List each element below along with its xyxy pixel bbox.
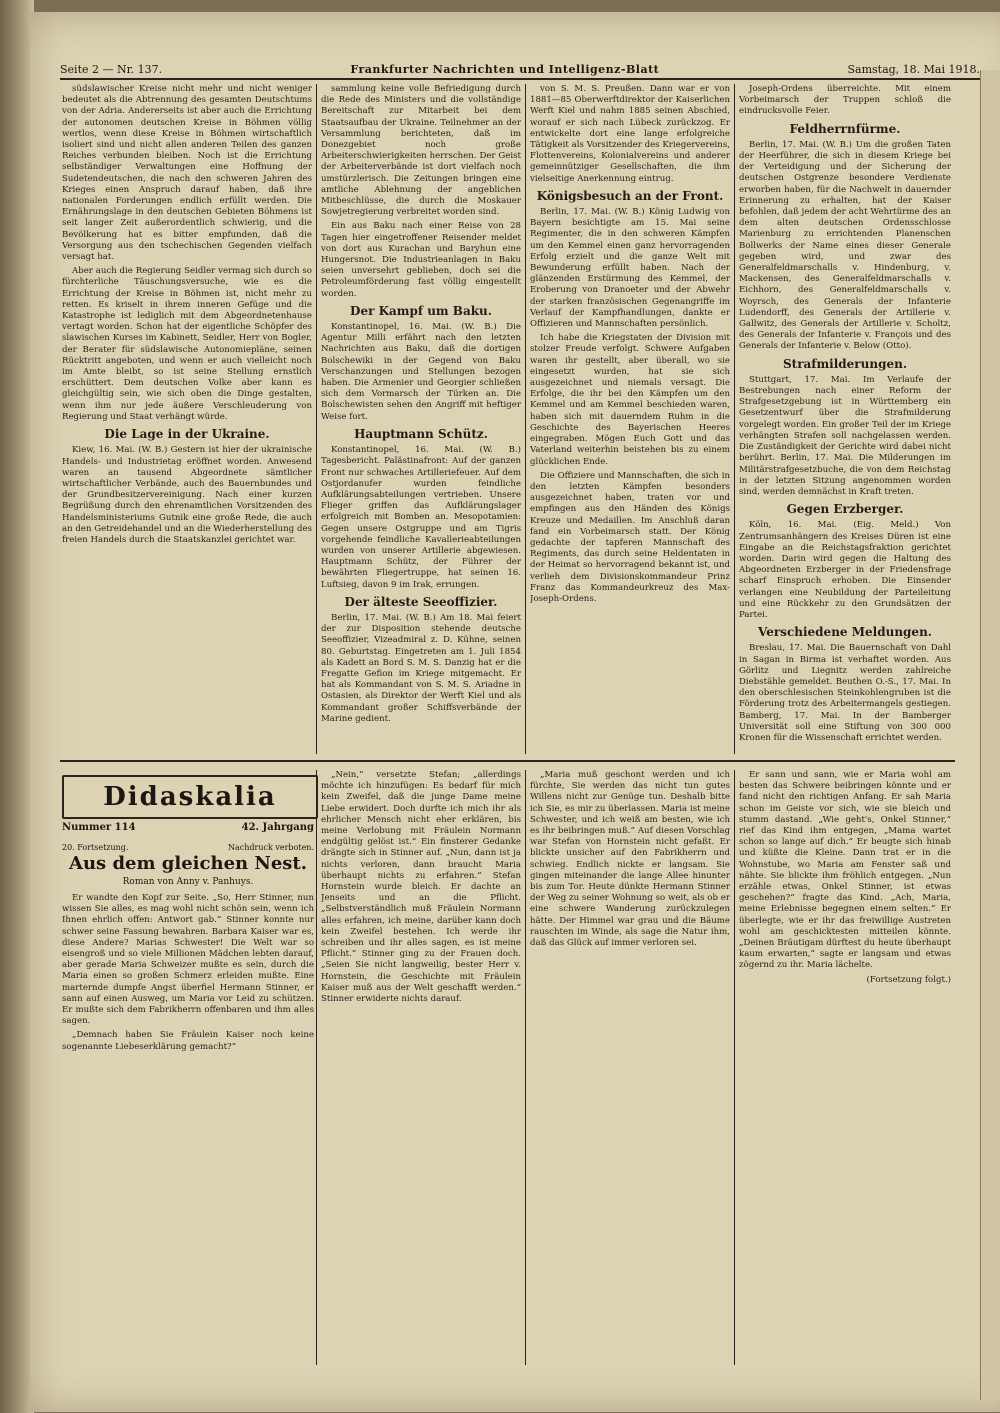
article-text: Ich habe die Kriegstaten der Division mit stolzer Freude verfolgt. Schwere Aufgaben waren ihr gestellt, aber überall, wo sie eingesetzt wurden, hat sie sich ausgezeichnet und niemals versagt. Die Erfolge, die ihr bei den Kämpfen um den Kemmel und am Kemmel beschieden waren, haben sich mit dauerndem Ruhm in die Geschichte des Bayerischen Heeres eingegraben. Mögen Euch Gott und das Vaterland weiterhin beistehen bis zu einem glücklichen Ende. bbox=[530, 333, 730, 467]
issue-date: Samstag, 18. Mai 1918. bbox=[847, 62, 980, 76]
book-spine bbox=[0, 0, 34, 1413]
column-rule bbox=[734, 84, 735, 754]
article-text: Berlin, 17. Mai. (W. B.) Am 18. Mai feiert der zur Disposition stehende deutsche Seeoffizier, Vizeadmiral z. D. Kühne, seinen 80. Geburtstag. Eingetreten am 1. Juli 1854 als Kadett an Bord S. M. S. Danzig hat er die Fregatte Gefion im Kriege mitgemacht. Er hat als Kommandant von S. M. S. Ariadne in Ostasien, als Direktor der Werft Kiel und als Kommandant großer Schiffsverbände der Marine gedient. bbox=[321, 612, 521, 724]
article-text: südslawischer Kreise nicht mehr und nicht weniger bedeutet als die Abtrennung des gesamten Deutschtums von der Adria. Andererseits ist aber auch die Errichtung der autonomen deutschen Kreise in Böhmen völlig wertlos, wenn diese Kreise in Böhmen wirtschaftlich isoliert sind und nicht allen anderen Teilen des ganzen Reiches verbunden bleiben. Noch ist die Errichtung selbständiger Verwaltungen eine Hoffnung der Sudetendeutschen, die nach den schweren Jahren des Krieges einen Anspruch darauf haben, daß ihre nationalen Forderungen endlich erfüllt werden. Die Ernährungslage in den deutschen Gebieten Böhmens ist seit langer Zeit außerordentlich schwierig, und die Bevölkerung hat es bitter empfunden, daß die Versorgung aus den tschechischen Gegenden vielfach versagt hat. bbox=[62, 84, 312, 263]
story-text: „Nein,“ versetzte Stefan; „allerdings möchte ich hinzufügen: Es bedarf für mich kein Zweifel, daß die junge Dame meine Liebe erwidert. Doch durfte ich mich ihr als ehrlicher Mensch nicht eher erklären, bis meine Verlobung mit Fräulein Normann endgültig gelöst ist.“ Ein finsterer Gedanke drängte sich in Stinner auf. „Nun, dann ist ja nichts verloren, dann braucht Maria überhaupt nichts zu erfahren.“ Stefan Hornstein wurde bleich. Er dachte an Jenseits und an die Pflicht. „Selbstverständlich muß Fräulein Normann alles erfahren, ich meine, darüber kann doch kein Zweifel bestehen. Ich werde ihr schreiben und ihr alles sagen, es ist meine Pflicht.“ Stinner ging zu der Frauen doch. „Seien Sie nicht langweilig, bester Herr v. Hornstein, die Geschichte mit Fräulein Kaiser muß aus der Welt geschafft werden.“ Stinner erwiderte nichts darauf. bbox=[321, 770, 521, 1005]
didaskalia-issue-line bbox=[62, 822, 314, 833]
issue-number: Nummer 114 bbox=[62, 822, 136, 833]
story-text: Er wandte den Kopf zur Seite. „So, Herr Stinner, nun wissen Sie alles, es mag wohl nicht schön sein, wenn ich Ihnen ehrlich offen: Antwort gab.“ Stinner konnte nur schwer seine Fassung bewahren. Barbara Kaiser war es, diese Andere? Marias Schwester! Die Welt war so eisengroß und so viele Millionen Mädchen lebten darauf, aber gerade Maria Schweizer mußte es sein, durch die Maria einen so großen Schmerz erleiden mußte. Eine marternde dumpfe Angst überfiel Hermann Stinner, er sann auf einen Ausweg, um Maria vor Leid zu schützen. Er mußte sich dem Fabrikherrn offenbaren und ihm alles sagen. bbox=[62, 893, 314, 1027]
story-text: „Maria muß geschont werden und ich fürchte, Sie werden das nicht tun gutes Willens nicht zur Genüge tun. Deshalb bitte ich Sie, es mir zu überlassen. Maria ist meine Schwester, und ich weiß am besten, wie ich es ihr beibringen muß.“ Auf diesen Vorschlag war Stefan von Hornstein nicht gefaßt. Er blickte unsicher auf den Fabrikherrn und schwieg. Endlich nickte er langsam. Sie gingen miteinander die lange Allee hinunter bis zum Tor. Heute dünkte Hermann Stinner der Weg zu seiner Wohnung so weit, als ob er eine schwere Wanderung zurückzulegen hätte. Der Himmel war grau und die Bäume rauschten im Winde, als sage die Natur ihm, daß das Glück auf immer verloren sei. bbox=[530, 770, 730, 949]
article-heading: Der Kampf um Baku. bbox=[350, 303, 492, 318]
didaskalia-masthead: Didaskalia bbox=[62, 775, 318, 819]
installment-label: 20. Fortsetzung. bbox=[62, 843, 129, 852]
continued-note: (Fortsetzung folgt.) bbox=[866, 974, 951, 985]
article-text: Stuttgart, 17. Mai. Im Verlaufe der Bestrebungen nach einer Reform der Strafgesetzgebung ist in Württemberg ein Gesetzentwurf über die Strafmilderung vorgelegt worden. Ein großer Teil der im Kriege verhängten Strafen soll nachgelassen werden. Die Zuständigkeit der Gerichte wird dabei nicht berührt. Berlin, 17. Mai. Die Milderungen im Militärstrafgesetzbuche, die von dem Reichstag in der letzten Sitzung angenommen worden sind, werden demnächst in Kraft treten. bbox=[739, 374, 951, 497]
column-rule bbox=[316, 770, 317, 1365]
column-3 bbox=[530, 84, 730, 754]
article-heading: Königsbesuch an der Front. bbox=[536, 188, 724, 203]
article-text: Breslau, 17. Mai. Die Bauernschaft von Dahl in Sagan in Birma ist verhaftet worden. Aus Görlitz und Liegnitz werden zahlreiche Diebstähle gemeldet. Beuthen O.-S., 17. Mai. In den oberschlesischen Steinkohlengruben ist die Förderung trotz des Arbeitermangels gestiegen. Bamberg, 17. Mai. In der Bamberger Universität soll eine Stiftung von 300 000 Kronen für die Wissenschaft errichtet werden. bbox=[739, 643, 951, 743]
story-text: „Demnach haben Sie Fräulein Kaiser noch keine sogenannte Liebeserklärung gemacht?“ bbox=[62, 1030, 314, 1052]
serial-note bbox=[62, 843, 314, 852]
article-text: Kiew, 16. Mai. (W. B.) Gestern ist hier der ukrainische Handels- und Industrietag eröffnet worden. Anwesend waren an tausend Abgeordnete sämtlicher wirtschaftlicher Verbände, auch des Bauernbundes und der Grundbesitzervereinigung. Nach einer kurzen Begrüßung durch den ehrenamtlichen Vorsitzenden des Handelsministeriums Gutnik eine große Rede, die auch an den Getreidehandel und an die Wiederherstellung des freien Handels durch die Staatskanzlei gerichtet war. bbox=[62, 445, 312, 545]
story-column-3 bbox=[530, 770, 730, 1365]
article-text: Konstantinopel, 16. Mai. (W. B.) Die Agentur Milli erfährt nach den letzten Nachrichten aus Baku, daß die dortigen Bolschewiki in der Gegend von Baku Verschanzungen und Stellungen bezogen haben. Die Armenier und Georgier schließen sich dem Vormarsch der Türken an. Die Bolschewisten sehen den Angriff mit heftiger Weise fort. bbox=[321, 322, 521, 422]
story-column-2 bbox=[321, 770, 521, 1365]
column-rule bbox=[316, 84, 317, 754]
page-number: Seite 2 — Nr. 137. bbox=[60, 62, 163, 76]
article-text: Aber auch die Regierung Seidler vermag sich durch so fürchterliche Täuschungsversuche, wie es die Errichtung der Kreise in Böhmen ist, nicht mehr zu retten. Es kriselt in ihrem inneren Gefüge und die Katastrophe ist lediglich mit dem Abgeordnetenhause vertagt worden. Schon hat der eigentliche Schöpfer des slawischen Kurses im Kabinett, Seidler, Herr von Bogler, der Berater für südslawische Autonomiepläne, seinen Rücktritt angeboten, und wenn er auch vielleicht noch im Amte bleibt, so ist seine Stellung ernstlich erschüttert. Dem deutschen Volke aber kann es gleichgültig sein, wie sich oben die Dinge gestalten, wenn ihm nur jede äußere Verschleuderung von Regierung und Staat verhängt würde. bbox=[62, 266, 312, 422]
column-rule bbox=[525, 84, 526, 754]
article-text: Die Offiziere und Mannschaften, die sich in den letzten Kämpfen besonders ausgezeichnet haben, traten vor und empfingen aus den Händen des Königs Kreuze und Medaillen. Im Anschluß daran fand ein Vorbeimarsch statt. Der König gedachte der tapferen Mannschaft des Regiments, das durch seine Heldentaten in der Heimat so hervorragend bekannt ist, und verlieh dem Divisionskommandeur Prinz Franz das Kommandeurkreuz des Max-Joseph-Ordens. bbox=[530, 470, 730, 604]
story-column-1 bbox=[62, 893, 314, 1363]
article-heading: Der älteste Seeoffizier. bbox=[344, 594, 498, 609]
article-text: Berlin, 17. Mai. (W. B.) König Ludwig von Bayern besichtigte am 15. Mai seine Regimenter, die in den schweren Kämpfen um den Kemmel einen ganz hervorragenden Erfolg erzielt und die ganze Welt mit Bewunderung erfüllt haben. Nach der glänzenden Erstürmung des Kemmel, der Eroberung von Dranoeter und der Abwehr der starken französischen Gegenangriffe im Verlauf der Kampfhandlungen, dankte er Offizieren und Mannschaften persönlich. bbox=[530, 207, 730, 330]
article-heading: Die Lage in der Ukraine. bbox=[104, 427, 270, 442]
article-heading: Strafmilderungen. bbox=[782, 356, 907, 371]
page-header bbox=[60, 60, 980, 80]
column-rule bbox=[734, 770, 735, 1365]
article-text: Konstantinopel, 16. Mai. (W. B.) Tagesbericht. Palästinafront: Auf der ganzen Front nur schwaches Artilleriefeuer. Auf dem Ostjordanufer wurden feindliche Aufklärungsabteilungen vertrieben. Unsere Flieger griffen das Aufklärungslager erfolgreich mit Bomben an. Mesopotamien: Gegen unsere Ostgruppe und am Tigris vorgehende feindliche Kavallerieabteilungen wurden von unserer Artillerie abgewiesen. Hauptmann Schütz, der Führer der bewährten Fliegertruppe, hat seinen 16. Luftsieg, davon 9 im Irak, errungen. bbox=[321, 445, 521, 590]
section-rule bbox=[60, 760, 955, 762]
volume-year: 42. Jahrgang bbox=[241, 822, 314, 833]
column-1 bbox=[62, 84, 312, 754]
article-heading: Hauptmann Schütz. bbox=[354, 426, 488, 441]
article-text: Berlin, 17. Mai. (W. B.) Um die großen Taten der Heerführer, die sich in diesem Kriege bei der Verteidigung und der Sicherung der deutschen Ostgrenze besondere Verdienste erworben haben, für die Nachwelt in dauernder Erinnerung zu erhalten, hat der Kaiser befohlen, daß jedem der acht Wehrtürme des an dem alten deutschen Ordensschlosse Marienburg zu errichtenden Planenschen Bollwerks der Name eines dieser Generale gegeben wird, und zwar des Generalfeldmarschalls v. Hindenburg, v. Mackensen, des Generalfeldmarschalls v. Eichhorn, des Generalfeldmarschalls v. Woyrsch, des Generals der Infanterie Ludendorff, des Generals der Artillerie v. Gallwitz, des Generals der Artillerie v. Scholtz, des Generals der Infanterie v. François und des Generals der Infanterie v. Below (Otto). bbox=[739, 139, 951, 352]
copyright-label: Nachdruck verboten. bbox=[227, 843, 314, 852]
article-text: sammlung keine volle Befriedigung durch die Rede des Ministers und die vollständige Bereitschaft zur Mitarbeit bei dem Staatsaufbau der Ukraine. Teilnehmer an der Versammlung berichteten, daß im Donezgebiet noch große Arbeiterschwierigkeiten herrschen. Der Geist der Arbeiterverbände ist dort vielfach noch umstürzlerisch. Die Zeitungen bringen eine amtliche Ablehnung der angeblichen Mitbeschlüsse, die durch die Moskauer Sowjetregierung verbreitet worden sind. bbox=[321, 84, 521, 218]
story-column-4 bbox=[739, 770, 951, 1365]
article-heading: Gegen Erzberger. bbox=[786, 502, 904, 517]
article-text: von S. M. S. Preußen. Dann war er von 1881—85 Oberwerftdirektor der Kaiserlichen Werft Kiel und nahm 1885 seinen Abschied, worauf er sich nach Lübeck zurückzog. Er entwickelte dort eine lange erfolgreiche Tätigkeit als Vorsitzender des Kriegervereins, Flottenvereins, Kolonialvereins und anderer gemeinnütziger Gesellschaften, die ihm vielseitige Anerkennung eintrug. bbox=[530, 84, 730, 184]
novel-title: Aus dem gleichen Nest. bbox=[69, 853, 307, 874]
article-text: Köln, 16. Mai. (Eig. Meld.) Von Zentrumsanhängern des Kreises Düren ist eine Eingabe an die Reichstagsfraktion gerichtet worden. Darin wird gegen die Haltung des Abgeordneten Erzberger in der Friedensfrage scharf Einspruch erhoben. Die Einsender verlangen eine Neubildung der Parteileitung und eine Rückkehr zu den Grundsätzen der Partei. bbox=[739, 520, 951, 620]
page-edge bbox=[980, 70, 1000, 1400]
article-text: Joseph-Ordens überreichte. Mit einem Vorbeimarsch der Truppen schloß die eindrucksvolle Feier. bbox=[739, 84, 951, 117]
article-heading: Verschiedene Meldungen. bbox=[758, 625, 932, 640]
column-rule bbox=[525, 770, 526, 1365]
novel-author: Roman von Anny v. Panhuys. bbox=[122, 877, 254, 887]
column-2 bbox=[321, 84, 521, 754]
article-heading: Feldherrnfürme. bbox=[789, 121, 901, 136]
story-text: Er sann und sann, wie er Maria wohl am besten das Schwere beibringen könnte und er fand nicht den richtigen Anfang. Er sah Maria schon im Geiste vor sich, wie sie bleich und stumm dastand. „Wie geht's, Onkel Stinner,“ rief das Kind ihm entgegen, „Mama wartet schon so lange auf dich.“ Er beugte sich hinab und küßte die Kleine. Dann trat er in die Wohnstube, wo Maria am Fenster saß und nähte. Sie blickte ihm fröhlich entgegen. „Nun erzähle etwas, Onkel Stinner, ist etwas geschehen?“ fragte das Kind. „Ach, Maria, meine Erlebnisse begegnen einem selten.“ Er überlegte, wie er ihr das freiwillige Austreten wohl am geschicktesten mitteilen könnte. „Deinen Bräutigam dürftest du heute überhaupt kaum erwarten,“ sagte er langsam und etwas zögernd zu ihr. Maria lächelte. bbox=[739, 770, 951, 971]
column-4 bbox=[739, 84, 951, 754]
newspaper-title: Frankfurter Nachrichten und Intelligenz-Blatt bbox=[350, 62, 660, 76]
article-text: Ein aus Baku nach einer Reise von 28 Tagen hier eingetroffener Reisender meldet von dort aus Kurachan und Baryhun eine Hungersnot. Die Industrieanlagen in Baku seien unversehrt geblieben, doch sei die Petroleumförderung fast völlig eingestellt worden. bbox=[321, 221, 521, 299]
